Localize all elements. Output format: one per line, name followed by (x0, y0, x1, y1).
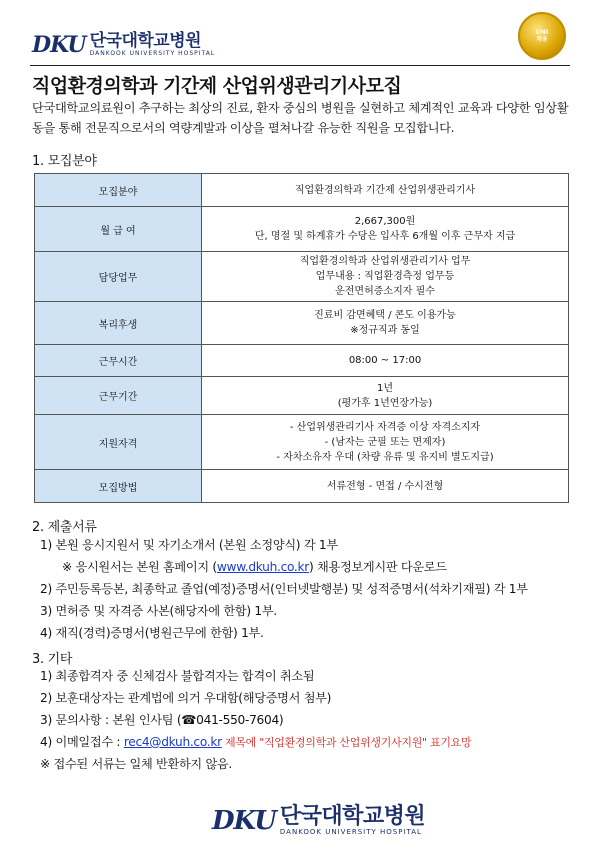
row-value (202, 174, 569, 207)
logo-korean-name: 단국대학교병원 (279, 804, 426, 829)
etc-item-2: 2) 보훈대상자는 관계법에 의거 우대함(해당증명서 첨부) (40, 691, 332, 705)
etc-item-4: 4) 이메일접수 : rec4@dkuh.co.kr 제목에 "직업환경의학과 산업위생기사지원" 표기요망 (40, 735, 472, 749)
logo-mark: DKU (212, 806, 276, 836)
table-row (35, 415, 569, 470)
table-row (35, 174, 569, 207)
row-value-line: 단, 명절 및 하계휴가 수당은 입사후 6개월 이후 근무자 지급 (254, 231, 516, 242)
hospital-logo-top (32, 32, 215, 58)
etc-item-3: 3) 문의사항 : 본원 인사팀 (☎041-550-7604) (40, 713, 284, 727)
row-value-line: - 산업위생관리기사 자격증 이상 자격소지자 (289, 421, 481, 433)
recruitment-table (34, 173, 569, 503)
etc-list (40, 665, 471, 775)
row-value (202, 377, 569, 415)
doc-item-4: 4) 재직(경력)증명서(병원근무에 한함) 1부. (40, 626, 264, 640)
section-heading-etc: 3. 기타 (32, 652, 73, 667)
table-row (35, 207, 569, 252)
row-label: 모집분야 (35, 174, 202, 207)
row-value-line: 업무내용 : 직업환경측정 업무등 (315, 271, 455, 282)
email-subject-note: 제목에 "직업환경의학과 산업위생기사지원" 표기요망 (221, 736, 472, 749)
row-value (202, 415, 569, 470)
row-value (202, 252, 569, 302)
section-heading-documents: 2. 제출서류 (32, 520, 97, 535)
row-value-line: - (남자는 군필 또는 면제자) (324, 436, 446, 448)
homepage-link[interactable]: www.dkuh.co.kr (216, 560, 309, 574)
row-label: 담당업무 (35, 252, 202, 302)
row-value-line: 직업환경의학과 산업위생관리기사 업무 (299, 256, 471, 267)
intro-paragraph: 단국대학교의료원이 추구하는 최상의 진료, 환자 중심의 병원을 실현하고 체계적인 교육과 다양한 임상활동을 통해 전문직으로서의 역량계발과 이상을 펼쳐나갈 유능한 직원을 모집합니다. (32, 101, 569, 135)
row-label: 근무기간 (35, 377, 202, 415)
row-value-line: 2,667,300원 (354, 216, 416, 227)
row-value-line: 운전면허증소지자 필수 (335, 286, 435, 297)
row-label: 복리후생 (35, 302, 202, 345)
row-value-line: 08:00 ~ 17:00 (348, 355, 422, 366)
row-value-line: - 자차소유자 우대 (차량 유류 및 유지비 별도지급) (276, 451, 494, 463)
row-value-line: 직업환경의학과 기간제 산업위생관리기사 (294, 184, 476, 196)
row-value-line: ※정규직과 동일 (350, 325, 420, 336)
row-value (202, 470, 569, 503)
table-row (35, 302, 569, 345)
doc-note: ※ 응시원서는 본원 홈페이지 (www.dkuh.co.kr) 채용정보게시판 다운로드 (62, 560, 447, 574)
header-divider (30, 65, 570, 66)
row-value (202, 207, 569, 252)
doc-item-1: 1) 본원 응시지원서 및 자기소개서 (본원 소정양식) 각 1부 (40, 538, 338, 552)
row-value (202, 302, 569, 345)
hospital-logo-bottom (212, 806, 425, 836)
row-value-line: 진료비 감면혜택 / 콘도 이용가능 (314, 310, 456, 321)
email-link[interactable]: rec4@dkuh.co.kr (123, 735, 222, 749)
table-row (35, 377, 569, 415)
row-label: 모집방법 (35, 470, 202, 503)
table-row (35, 345, 569, 377)
table-row (35, 470, 569, 503)
doc-item-3: 3) 면허증 및 자격증 사본(해당자에 한함) 1부. (40, 604, 277, 618)
row-label: 월 급 여 (35, 207, 202, 252)
documents-list (40, 534, 528, 644)
row-label: 근무시간 (35, 345, 202, 377)
table-row (35, 252, 569, 302)
row-value-line: 1년 (376, 382, 394, 394)
logo-english-name: DANKOOK UNIVERSITY HOSPITAL (279, 828, 422, 836)
row-value-line: 서류전형 - 면접 / 수시전형 (326, 480, 444, 492)
logo-english-name: DANKOOK UNIVERSITY HOSPITAL (89, 50, 216, 57)
row-value-line: (평가후 1년연장가능) (337, 397, 433, 409)
logo-korean-name: 단국대학교병원 (89, 31, 202, 51)
recruitment-emblem-icon: UNI 채용 (518, 12, 566, 60)
doc-item-2: 2) 주민등록등본, 최종학교 졸업(예정)증명서(인터넷발행분) 및 성적증명서(석차기재필) 각 1부 (40, 582, 528, 596)
logo-mark: DKU (32, 32, 86, 58)
etc-item-1: 1) 최종합격자 중 신체검사 불합격자는 합격이 취소됨 (40, 669, 315, 683)
etc-note: ※ 접수된 서류는 일체 반환하지 않음. (40, 757, 232, 771)
section-heading-recruitment: 1. 모집분야 (32, 154, 97, 169)
page-title: 직업환경의학과 기간제 산업위생관리기사모집 (32, 75, 402, 97)
row-value (202, 345, 569, 377)
row-label: 지원자격 (35, 415, 202, 470)
